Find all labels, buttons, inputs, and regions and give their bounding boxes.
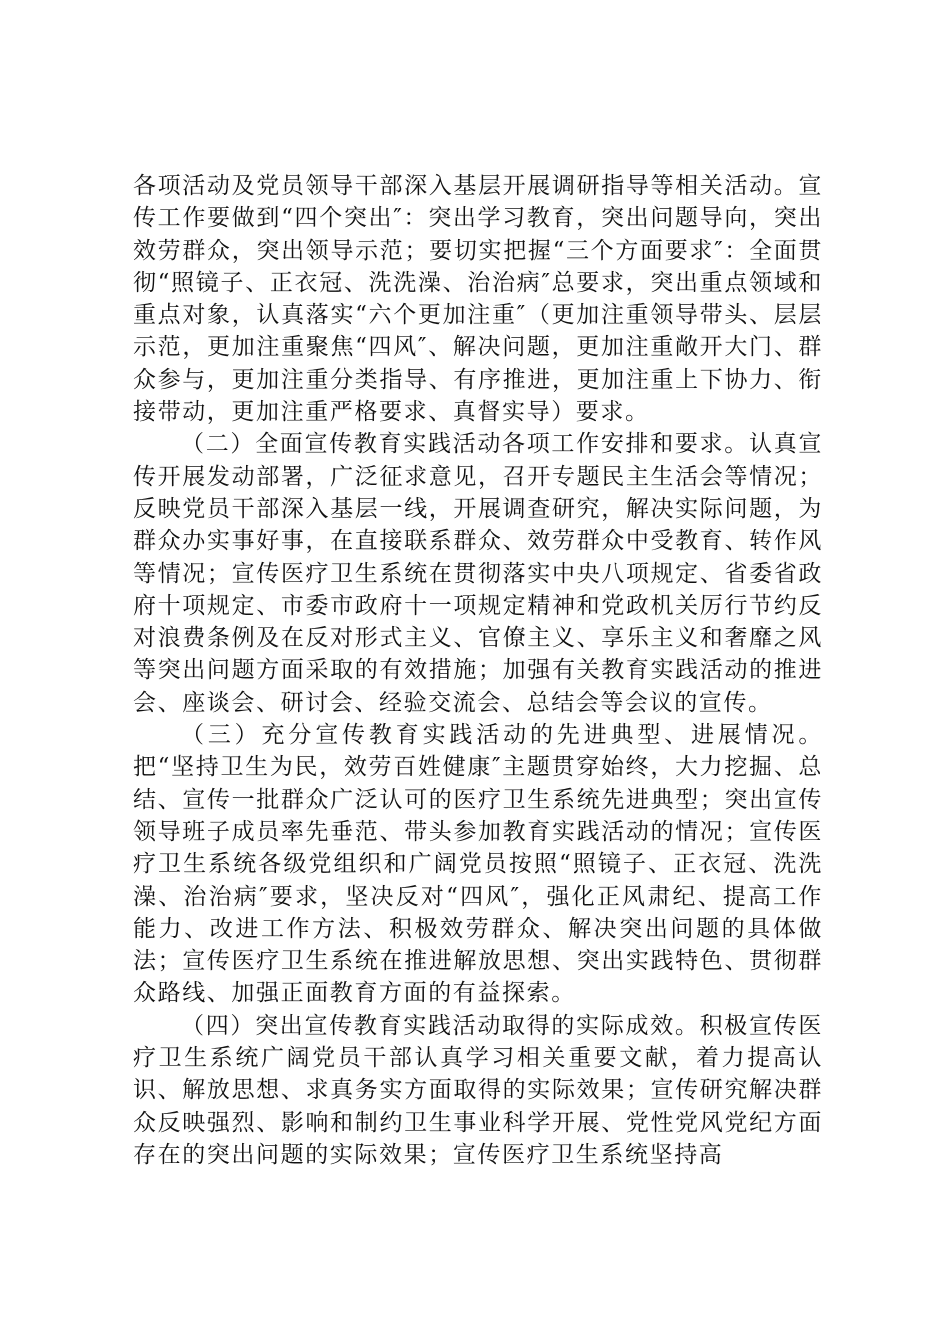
- paragraph-continuation: 各项活动及党员领导干部深入基层开展调研指导等相关活动。宣传工作要做到“四个突出″：突出学习教育，突出问题导向，突出效劳群众，突出领导示范；要切实把握“三个方面要求″：全面贯彻“照镜子、正衣冠、洗洗澡、治治病″总要求，突出重点领域和重点对象，认真落实“六个更加注重″（更加注重领导带头、层层示范，更加注重聚焦“四风″、解决问题，更加注重敞开大门、群众参与，更加注重分类指导、有序推进，更加注重上下协力、衔接带动，更加注重严格要求、真督实导）要求。: [133, 173, 823, 426]
- paragraph-section-2: （二）全面宣传教育实践活动各项工作安排和要求。认真宣传开展发动部署，广泛征求意见，召开专题民主生活会等情况；反映党员干部深入基层一线，开展调查研究，解决实际问题，为群众办实事好事，在直接联系群众、效劳群众中受教育、转作风等情况；宣传医疗卫生系统在贯彻落实中央八项规定、省委省政府十项规定、市委市政府十一项规定精神和党政机关厉行节约反对浪费条例及在反对形式主义、官僚主义、享乐主义和奢靡之风等突出问题方面采取的有效措施；加强有关教育实践活动的推进会、座谈会、研讨会、经验交流会、总结会等会议的宣传。: [133, 431, 823, 716]
- paragraph-section-3: （三）充分宣传教育实践活动的先进典型、进展情况。把“坚持卫生为民，效劳百姓健康″主题贯穿始终，大力挖掘、总结、宣传一批群众广泛认可的医疗卫生系统先进典型；突出宣传领导班子成员率先垂范、带头参加教育实践活动的情况；宣传医疗卫生系统各级党组织和广阔党员按照“照镜子、正衣冠、洗洗澡、治治病″要求，坚决反对“四风″，强化正风肃纪、提高工作能力、改进工作方法、积极效劳群众、解决突出问题的具体做法；宣传医疗卫生系统在推进解放思想、突出实践特色、贯彻群众路线、加强正面教育方面的有益探索。: [133, 722, 823, 1007]
- paragraph-section-4: （四）突出宣传教育实践活动取得的实际成效。积极宣传医疗卫生系统广阔党员干部认真学习相关重要文献，着力提高认识、解放思想、求真务实方面取得的实际效果；宣传研究解决群众反映强烈、影响和制约卫生事业科学开展、党性党风党纪方面存在的突出问题的实际效果；宣传医疗卫生系统坚持高: [133, 1012, 823, 1168]
- document-body: [133, 170, 823, 1171]
